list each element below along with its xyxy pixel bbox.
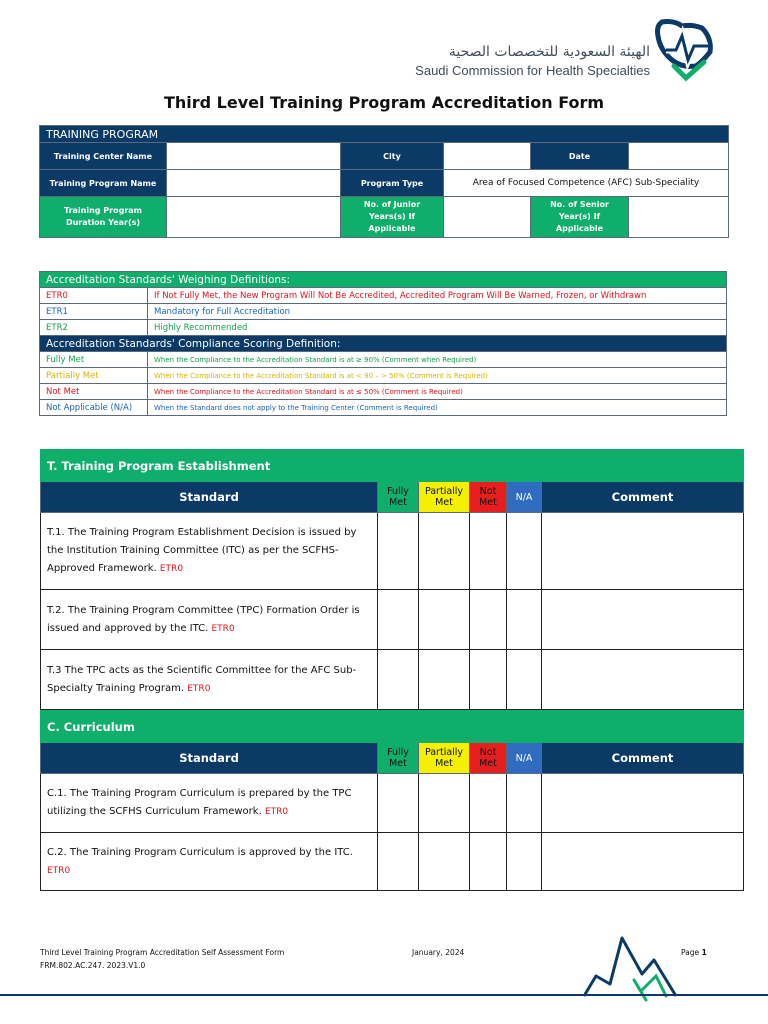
fully-met-cell[interactable] <box>378 774 419 833</box>
senior-years-field[interactable] <box>629 197 729 238</box>
city-field[interactable] <box>444 143 531 170</box>
comment-cell[interactable] <box>542 650 744 710</box>
etr-tag: ETR0 <box>159 564 184 574</box>
city-label: City <box>341 143 444 170</box>
page-number: 1 <box>701 948 707 957</box>
date-field[interactable] <box>629 143 729 170</box>
junior-years-field[interactable] <box>444 197 531 238</box>
fully-met-term: Fully Met <box>40 352 148 368</box>
na-cell[interactable] <box>507 590 542 650</box>
na-column-header: N/A <box>507 743 542 774</box>
etr0-code: ETR0 <box>40 288 148 304</box>
partially-met-cell[interactable] <box>419 513 470 590</box>
definitions-table <box>39 271 727 416</box>
section-t-title: T. Training Program Establishment <box>41 450 744 482</box>
etr0-definition: If Not Fully Met, the New Program Will Not Be Accredited, Accredited Program Will Be Warned, Frozen, or Withdrawn <box>148 288 727 304</box>
etr1-code: ETR1 <box>40 304 148 320</box>
standard-t2: T.2. The Training Program Committee (TPC) Formation Order is issued and approved by the ITC. ETR0 <box>41 590 378 650</box>
duration-field[interactable] <box>167 197 341 238</box>
page-label: Page <box>681 948 700 957</box>
etr2-code: ETR2 <box>40 320 148 336</box>
training-program-name-label: Training Program Name <box>40 170 167 197</box>
partially-met-cell[interactable] <box>419 590 470 650</box>
fully-met-definition: When the Compliance to the Accreditation Standard is at ≥ 90% (Comment when Required) <box>148 352 727 368</box>
not-met-cell[interactable] <box>470 774 507 833</box>
training-program-name-field[interactable] <box>167 170 341 197</box>
standard-column-header: Standard <box>41 743 378 774</box>
partially-met-cell[interactable] <box>419 833 470 891</box>
fully-met-cell[interactable] <box>378 833 419 891</box>
partially-met-column-header: Partially Met <box>419 482 470 513</box>
fully-met-column-header: Fully Met <box>378 482 419 513</box>
partially-met-column-header: Partially Met <box>419 743 470 774</box>
etr-tag: ETR0 <box>187 683 211 694</box>
comment-cell[interactable] <box>542 513 744 590</box>
na-cell[interactable] <box>507 774 542 833</box>
scoring-definitions-header: Accreditation Standards' Compliance Scoring Definition: <box>40 336 727 352</box>
footer-date: January, 2024 <box>412 948 465 957</box>
weighing-definitions-header: Accreditation Standards' Weighing Definitions: <box>40 272 727 288</box>
etr-tag: ETR0 <box>211 623 235 634</box>
not-met-term: Not Met <box>40 384 148 400</box>
fully-met-cell[interactable] <box>378 513 419 590</box>
etr1-definition: Mandatory for Full Accreditation <box>148 304 727 320</box>
standard-c1: C.1. The Training Program Curriculum is prepared by the TPC utilizing the SCFHS Curriculum Framework. ETR0 <box>41 774 378 833</box>
partially-met-term: Partially Met <box>40 368 148 384</box>
etr-tag: ETR0 <box>47 865 71 876</box>
standard-c2: C.2. The Training Program Curriculum is approved by the ITC. ETR0 <box>41 833 378 891</box>
not-met-cell[interactable] <box>470 650 507 710</box>
fully-met-cell[interactable] <box>378 650 419 710</box>
etr-tag: ETR0 <box>264 807 289 817</box>
section-t-table <box>40 449 744 710</box>
duration-label: Training Program Duration Year(s) <box>40 197 167 238</box>
program-type-label: Program Type <box>341 170 444 197</box>
etr2-definition: Highly Recommended <box>148 320 727 336</box>
standard-t1: T.1. The Training Program Establishment Decision is issued by the Institution Training Committee (ITC) as per the SCFHS-Approved Framework. ETR0 <box>41 513 378 590</box>
logo-english: Saudi Commission for Health Specialties <box>415 63 650 78</box>
not-met-definition: When the Compliance to the Accreditation Standard is at ≤ 50% (Comment is Required) <box>148 384 727 400</box>
date-label: Date <box>531 143 629 170</box>
footer-divider <box>0 994 768 996</box>
na-cell[interactable] <box>507 833 542 891</box>
footer-form-code: FRM.802.AC.247. 2023.V1.0 <box>40 961 146 970</box>
partially-met-definition: When the Compliance to the Accreditation Standard is at < 90 – > 50% (Comment is Required) <box>148 368 727 384</box>
logo-arabic: الهيئة السعودية للتخصصات الصحية <box>448 44 650 60</box>
comment-column-header: Comment <box>542 482 744 513</box>
partially-met-cell[interactable] <box>419 650 470 710</box>
na-column-header: N/A <box>507 482 542 513</box>
fully-met-column-header: Fully Met <box>378 743 419 774</box>
na-cell[interactable] <box>507 650 542 710</box>
comment-cell[interactable] <box>542 833 744 891</box>
not-met-cell[interactable] <box>470 513 507 590</box>
page-title: Third Level Training Program Accreditation Form <box>163 93 605 112</box>
not-applicable-term: Not Applicable (N/A) <box>40 400 148 416</box>
not-met-column-header: Not Met <box>470 482 507 513</box>
comment-cell[interactable] <box>542 774 744 833</box>
not-met-cell[interactable] <box>470 833 507 891</box>
training-center-name-field[interactable] <box>167 143 341 170</box>
senior-years-label: No. of Senior Year(s) If Applicable <box>531 197 629 238</box>
standard-column-header: Standard <box>41 482 378 513</box>
footer-form-name: Third Level Training Program Accreditation Self Assessment Form <box>40 948 285 957</box>
not-met-column-header: Not Met <box>470 743 507 774</box>
section-c-title: C. Curriculum <box>41 711 744 743</box>
partially-met-cell[interactable] <box>419 774 470 833</box>
program-type-value: Area of Focused Competence (AFC) Sub-Speciality <box>444 170 729 197</box>
not-met-cell[interactable] <box>470 590 507 650</box>
junior-years-label: No. of Junior Years(s) If Applicable <box>341 197 444 238</box>
standard-t3: T.3 The TPC acts as the Scientific Committee for the AFC Sub-Specialty Training Program. ETR0 <box>41 650 378 710</box>
scfhs-logo-icon <box>652 16 716 82</box>
na-cell[interactable] <box>507 513 542 590</box>
not-applicable-definition: When the Standard does not apply to the Training Center (Comment is Required) <box>148 400 727 416</box>
training-program-header: TRAINING PROGRAM <box>40 126 729 143</box>
fully-met-cell[interactable] <box>378 590 419 650</box>
comment-cell[interactable] <box>542 590 744 650</box>
section-c-table <box>40 710 744 891</box>
training-program-table <box>39 125 729 238</box>
training-center-name-label: Training Center Name <box>40 143 167 170</box>
comment-column-header: Comment <box>542 743 744 774</box>
